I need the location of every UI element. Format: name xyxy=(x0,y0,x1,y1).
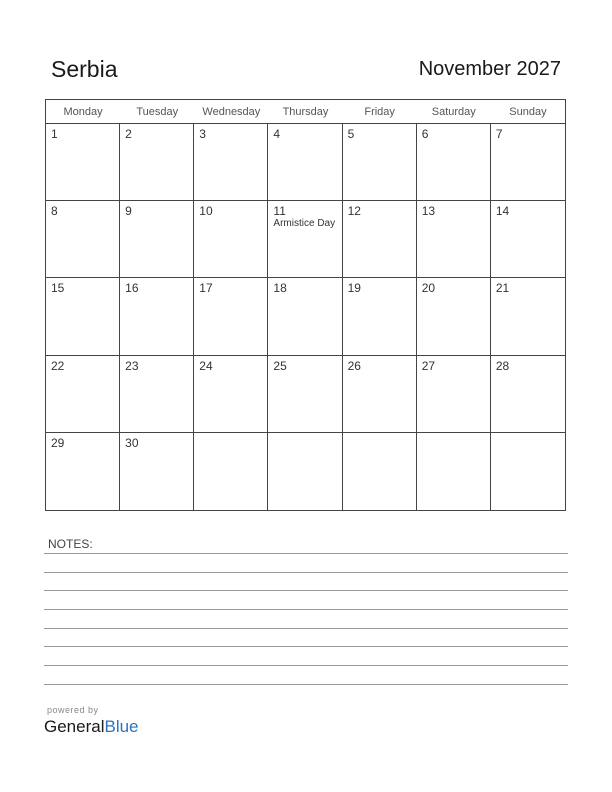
notes-label: NOTES: xyxy=(48,537,93,551)
weekday-header: Saturday xyxy=(417,100,491,124)
day-cell xyxy=(417,201,491,278)
notes-line xyxy=(44,553,568,554)
day-cell xyxy=(268,201,342,278)
day-cell xyxy=(491,433,565,510)
day-number: 6 xyxy=(421,127,429,141)
day-cell xyxy=(491,278,565,355)
brand-name-blue: Blue xyxy=(104,717,139,736)
day-number: 1 xyxy=(51,127,58,141)
day-cell xyxy=(194,124,268,201)
notes-line xyxy=(44,684,568,685)
weekday-header: Wednesday xyxy=(194,100,268,124)
day-cell xyxy=(491,356,565,433)
day-cell xyxy=(120,201,194,278)
day-cell xyxy=(268,356,342,433)
day-number: 26 xyxy=(347,358,361,373)
day-number: 5 xyxy=(347,127,355,141)
day-cell xyxy=(120,356,194,433)
day-number: 14 xyxy=(495,204,510,219)
day-cell xyxy=(46,433,120,510)
day-number: 30 xyxy=(125,435,139,450)
day-cell xyxy=(194,278,268,355)
day-number: 16 xyxy=(125,281,139,296)
brand-name-general: General xyxy=(44,717,105,736)
day-cell xyxy=(417,356,491,433)
holiday-label: Armistice Day xyxy=(273,218,336,230)
day-number: 21 xyxy=(495,281,510,296)
day-number: 12 xyxy=(347,204,361,219)
day-number: 25 xyxy=(273,358,287,373)
day-number: 7 xyxy=(495,127,503,141)
day-cell xyxy=(343,356,417,433)
notes-line xyxy=(44,590,568,591)
day-number: 27 xyxy=(421,358,436,373)
day-cell xyxy=(268,124,342,201)
day-cell xyxy=(417,433,491,510)
day-number: 17 xyxy=(199,281,213,296)
day-number: 19 xyxy=(347,281,361,296)
weekday-header: Monday xyxy=(46,100,120,124)
day-cell xyxy=(46,356,120,433)
day-cell xyxy=(120,278,194,355)
day-number: 3 xyxy=(199,127,206,141)
day-cell xyxy=(491,201,565,278)
notes-line xyxy=(44,609,568,610)
day-cell xyxy=(46,278,120,355)
day-number: 23 xyxy=(125,358,139,373)
day-number: 11 xyxy=(273,204,286,219)
powered-by-text: powered by xyxy=(47,705,99,715)
day-number: 18 xyxy=(273,281,287,296)
day-number: 24 xyxy=(199,358,213,373)
day-cell xyxy=(343,433,417,510)
day-cell xyxy=(343,201,417,278)
notes-line xyxy=(44,646,568,647)
notes-line xyxy=(44,665,568,666)
day-cell xyxy=(268,433,342,510)
day-cell xyxy=(194,356,268,433)
day-cell xyxy=(417,278,491,355)
weekday-header: Tuesday xyxy=(120,100,194,124)
day-cell xyxy=(194,201,268,278)
weekday-header: Sunday xyxy=(491,100,565,124)
brand-logo xyxy=(44,717,139,737)
day-cell xyxy=(343,124,417,201)
country-title: Serbia xyxy=(51,56,118,82)
day-cell xyxy=(417,124,491,201)
notes-line xyxy=(44,628,568,629)
day-cell xyxy=(120,433,194,510)
notes-line xyxy=(44,572,568,573)
day-cell xyxy=(120,124,194,201)
day-number: 22 xyxy=(51,358,65,373)
day-cell xyxy=(268,278,342,355)
day-number: 8 xyxy=(51,204,58,219)
calendar-grid xyxy=(45,99,566,511)
day-cell xyxy=(343,278,417,355)
day-number: 15 xyxy=(51,281,65,296)
day-number: 13 xyxy=(421,204,436,219)
day-number: 2 xyxy=(125,127,132,141)
day-cell xyxy=(46,201,120,278)
day-number: 10 xyxy=(199,204,213,219)
day-number: 20 xyxy=(421,281,436,296)
day-number: 9 xyxy=(125,204,132,219)
day-cell xyxy=(491,124,565,201)
day-cell xyxy=(46,124,120,201)
weekday-header: Thursday xyxy=(268,100,342,124)
day-number: 4 xyxy=(273,127,281,141)
day-cell xyxy=(194,433,268,510)
month-year-title: November 2027 xyxy=(418,58,561,80)
day-number: 29 xyxy=(51,435,65,450)
weekday-header: Friday xyxy=(343,100,417,124)
day-number: 28 xyxy=(495,358,510,373)
